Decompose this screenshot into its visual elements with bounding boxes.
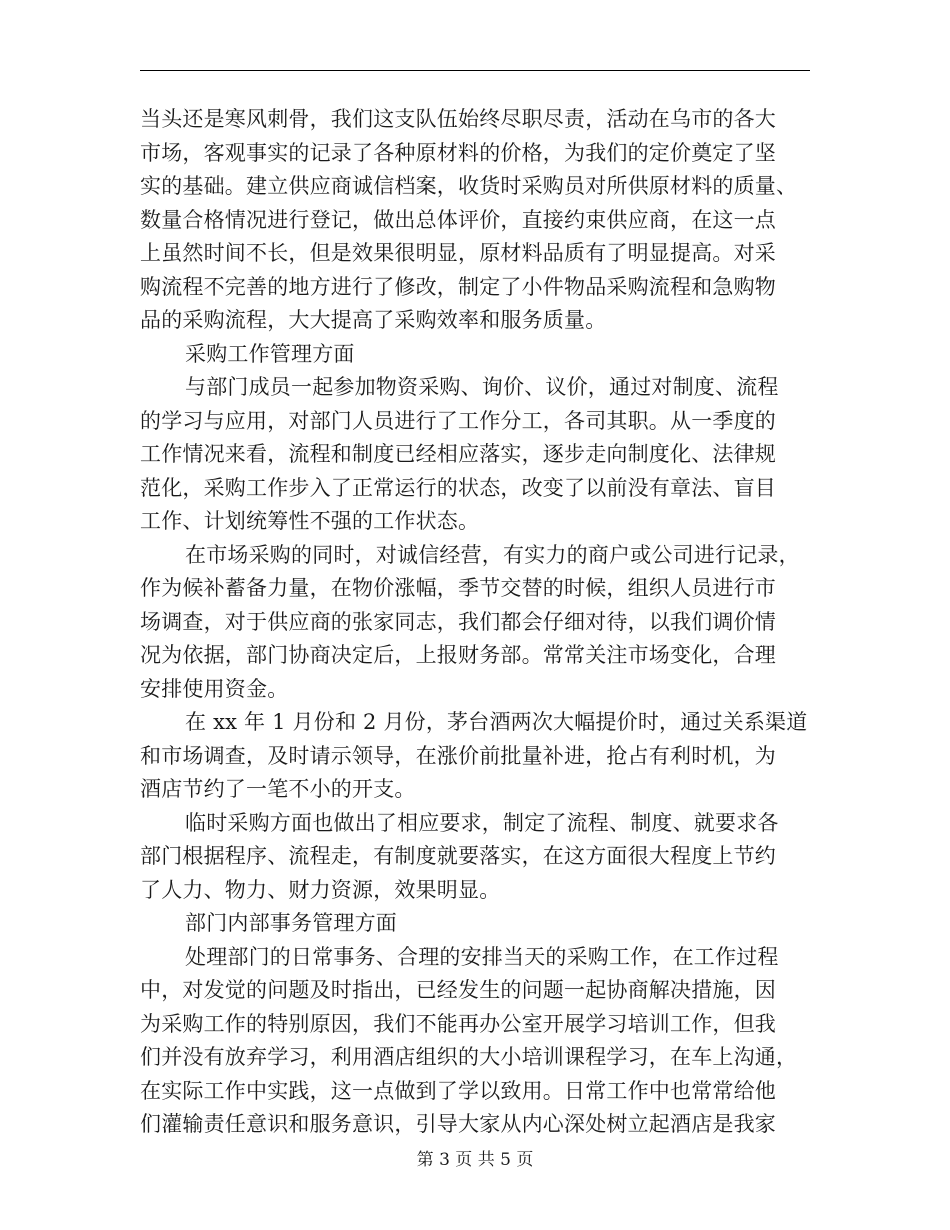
text-line: 采购工作管理方面 xyxy=(185,341,355,366)
text-line: 和市场调查，及时请示领导，在涨价前批量补进，抢占有利时机，为 xyxy=(140,743,776,768)
header-rule xyxy=(140,70,810,71)
text-line: 在市场采购的同时，对诚信经营，有实力的商户或公司进行记录， xyxy=(185,542,800,567)
text-line: 品的采购流程，大大提高了采购效率和服务质量。 xyxy=(140,308,607,332)
page-number-footer: 第 3 页 共 5 页 xyxy=(416,1150,534,1170)
text-line: 部门内部事务管理方面 xyxy=(185,911,397,935)
text-line: 临时采购方面也做出了相应要求，制定了流程、制度、就要求各 xyxy=(185,810,779,835)
text-line: 购流程不完善的地方进行了修改，制定了小件物品采购流程和急购物 xyxy=(140,274,776,299)
text-line: 实的基础。建立供应商诚信档案，收货时采购员对所供原材料的质量、 xyxy=(140,174,798,198)
text-line: 作为候补蓄备力量，在物价涨幅，季节交替的时候，组织人员进行市 xyxy=(140,576,776,600)
text-line: 的学习与应用，对部门人员进行了工作分工，各司其职。从一季度的 xyxy=(140,408,776,433)
text-line: 当头还是寒风刺骨，我们这支队伍始终尽职尽责，活动在乌市的各大 xyxy=(140,107,776,131)
text-line: 况为依据，部门协商决定后，上报财务部。常常关注市场变化，合理 xyxy=(140,643,776,667)
text-line: 市场，客观事实的记录了各种原材料的价格，为我们的定价奠定了坚 xyxy=(140,140,776,165)
text-line: 部门根据程序、流程走，有制度就要落实，在这方面很大程度上节约 xyxy=(140,844,776,868)
document-body xyxy=(140,103,810,1142)
text-line: 与部门成员一起参加物资采购、询价、议价，通过对制度、流程 xyxy=(185,375,779,399)
text-line: 工作情况来看，流程和制度已经相应落实，逐步走向制度化、法律规 xyxy=(140,442,776,466)
text-line: 了人力、物力、财力资源，效果明显。 xyxy=(140,877,501,902)
text-line: 上虽然时间不长，但是效果很明显，原材料品质有了明显提高。对采 xyxy=(140,241,776,265)
text-line: 处理部门的日常事务、合理的安排当天的采购工作，在工作过程 xyxy=(185,944,779,969)
text-line: 在实际工作中实践，这一点做到了学以致用。日常工作中也常常给他 xyxy=(140,1078,776,1103)
text-line: 为采购工作的特别原因，我们不能再办公室开展学习培训工作，但我 xyxy=(140,1011,776,1036)
text-line: 中，对发觉的问题及时指出，已经发生的问题一起协商解决措施，因 xyxy=(140,978,776,1002)
text-line: 们并没有放弃学习，利用酒店组织的大小培训课程学习，在车上沟通， xyxy=(140,1045,798,1069)
text-line: 们灌输责任意识和服务意识，引导大家从内心深处树立起酒店是我家 xyxy=(140,1112,776,1136)
text-line: 在 xx 年 1 月份和 2 月份，茅台酒两次大幅提价时，通过关系渠道 xyxy=(185,710,808,734)
text-line: 酒店节约了一笔不小的开支。 xyxy=(140,777,416,801)
text-line: 数量合格情况进行登记，做出总体评价，直接约束供应商，在这一点 xyxy=(140,207,776,232)
text-line: 范化，采购工作步入了正常运行的状态，改变了以前没有章法、盲目 xyxy=(140,475,776,500)
text-line: 工作、计划统筹性不强的工作状态。 xyxy=(140,509,480,533)
text-line: 安排使用资金。 xyxy=(140,676,289,701)
text-line: 场调查，对于供应商的张家同志，我们都会仔细对待，以我们调价情 xyxy=(140,609,776,634)
